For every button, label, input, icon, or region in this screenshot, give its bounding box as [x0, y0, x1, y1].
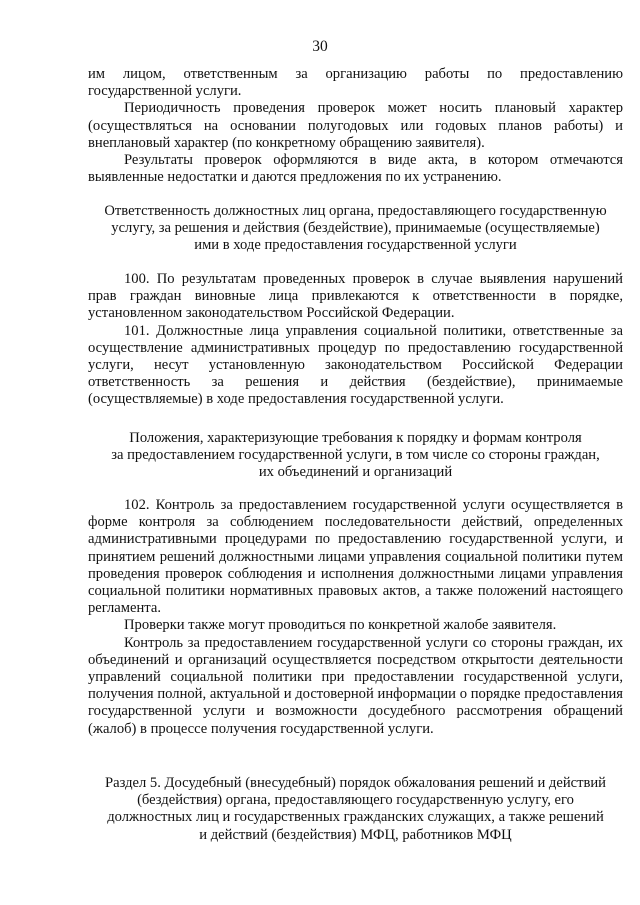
- heading-line: должностных лиц и государственных гражданских служащих, а также решений: [107, 809, 604, 826]
- paragraph-results: Результаты проверок оформляются в виде акта, в котором отмечаются выявленные недостатки и даются предложения по их устранению.: [88, 152, 623, 186]
- heading-line: и действий (бездействия) МФЦ, работников МФЦ: [199, 826, 512, 843]
- paragraph-periodicity: Периодичность проведения проверок может носить плановый характер (осуществляться на основании полугодовых или годовых планов работы) и внеплановый характер (по конкретному обращению заявителя).: [88, 100, 623, 151]
- heading-line: услугу, за решения и действия (бездействие), принимаемые (осуществляемые): [111, 220, 600, 237]
- heading-line: (бездействия) органа, предоставляющего государственную услугу, его: [137, 792, 574, 809]
- intro-paragraphs: [88, 66, 623, 186]
- heading-line: ими в ходе предоставления государственной услуги: [194, 237, 517, 254]
- heading-line: их объединений и организаций: [258, 464, 453, 481]
- heading-line: за предоставлением государственной услуги, в том числе со стороны граждан,: [111, 447, 600, 464]
- heading-line: Раздел 5. Досудебный (внесудебный) порядок обжалования решений и действий: [105, 775, 606, 791]
- paragraph-continuation: им лицом, ответственным за организацию работы по предоставлению государственной услуги.: [88, 66, 623, 100]
- section-heading-responsibility: [88, 203, 623, 255]
- paragraph-citizen-control: Контроль за предоставлением государственной услуги со стороны граждан, их объединений и организаций осуществляется посредством открытости деятельности управлений социальной политики при предоставлении государственной услуги, получения полной, актуальной и достоверной информации о порядке предоставления государственной услуги и возможности досудебного рассмотрения обращений (жалоб) в процессе получения государственной услуги.: [88, 634, 623, 737]
- control-paragraphs: [88, 497, 623, 738]
- heading-line: Ответственность должностных лиц органа, предоставляющего государственную: [104, 203, 607, 219]
- paragraph-100: 100. По результатам проведенных проверок в случае выявления нарушений прав граждан виновные лица привлекаются к ответственности в порядке, установленном законодательством Российской Федерации.: [88, 271, 623, 322]
- page-number: 30: [312, 38, 328, 55]
- paragraph-complaints: Проверки также могут проводиться по конкретной жалобе заявителя.: [124, 617, 557, 634]
- responsibility-paragraphs: [88, 271, 623, 409]
- section-heading-control: [88, 430, 623, 482]
- paragraph-101: 101. Должностные лица управления социальной политики, ответственные за осуществление административных процедур по предоставлению государственной услуги, несут установленную законодательством Российской Федерации ответственность за решения и действия (бездействие), принимаемые (осуществляемые) в ходе предоставления государственной услуги.: [88, 322, 623, 408]
- section-heading-section-5: [88, 775, 623, 844]
- heading-line: Положения, характеризующие требования к порядку и формам контроля: [129, 430, 582, 446]
- paragraph-102: 102. Контроль за предоставлением государственной услуги осуществляется в форме контроля за соблюдением последовательности действий, определенных административными процедурами по предоставлению государственной услуги, и принятием решений должностными лицами управления социальной политики путем проведения проверок соблюдения и исполнения должностными лицами управления социальной политики нормативных правовых актов, а также положений настоящего регламента.: [88, 497, 623, 617]
